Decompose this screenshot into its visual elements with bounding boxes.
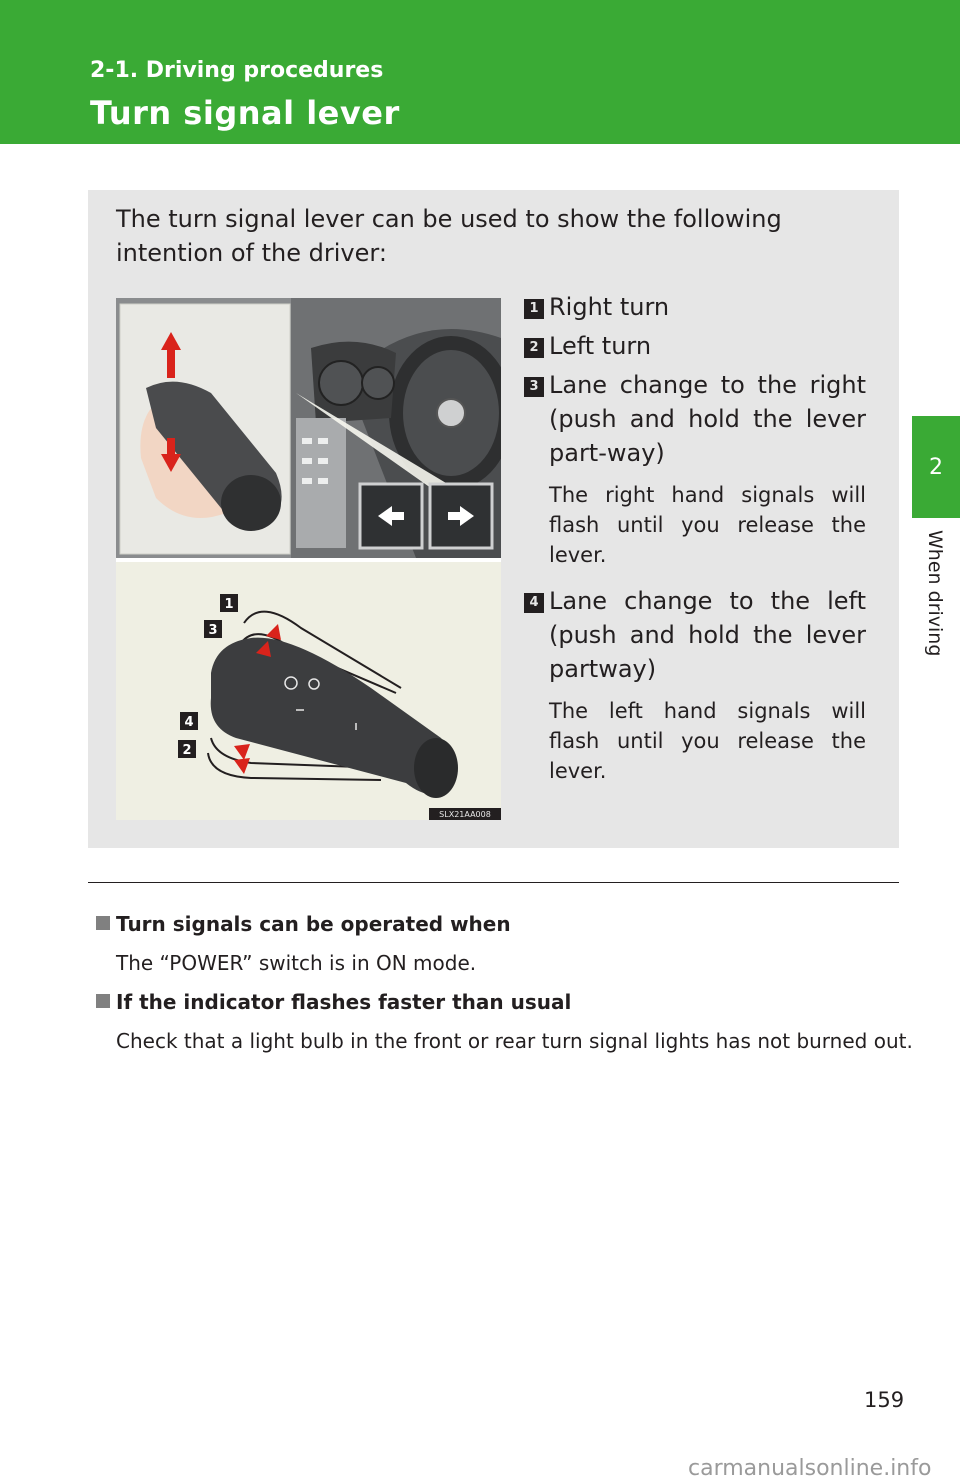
chapter-tab[interactable] [912,416,960,518]
list-item [524,329,866,363]
arrow-lane-left-icon [234,744,250,760]
chapter-header [0,0,960,144]
intro-text: The turn signal lever can be used to show the following intention of the driver: [116,205,782,267]
item-number-badge: 4 [524,593,544,613]
item-subtext: The left hand signals will flash until you release the lever. [549,699,866,783]
turn-signal-lever-illustration [116,298,501,820]
list-item [524,368,866,470]
callout-4: 4 [184,715,194,730]
lever-illustration-svg [116,298,501,820]
section-label: 2-1. Driving procedures [90,58,384,83]
item-subtext: The right hand signals will flash until you release the lever. [549,483,866,567]
note-body: Check that a light bulb in the front or rear turn signal lights has not burned out. [116,1029,913,1053]
square-bullet-icon [96,916,110,930]
arrow-left-turn-icon [234,758,250,774]
item-text: Lane change to the right (push and hold the lever part-way) [549,371,866,467]
callout-3: 3 [208,623,218,638]
note-heading-text: If the indicator flashes faster than usual [116,990,572,1014]
section-divider [88,882,899,883]
square-bullet-icon [96,994,110,1008]
item-number-badge: 1 [524,299,544,319]
note-heading-text: Turn signals can be operated when [116,912,511,936]
page-number: 159 [864,1388,905,1412]
watermark: carmanualsonline.info [688,1456,932,1481]
item-text: Lane change to the left (push and hold the lever partway) [549,587,866,683]
list-item [524,290,866,324]
page-title: Turn signal lever [90,94,400,132]
callout-1: 1 [224,597,234,612]
signal-intention-list [524,290,866,800]
note-heading [96,990,571,1014]
note-body: The “POWER” switch is in ON mode. [116,951,477,975]
list-item [524,584,866,686]
item-text: Right turn [549,293,670,321]
chapter-number: 2 [929,454,943,480]
item-number-badge: 3 [524,377,544,397]
item-number-badge: 2 [524,338,544,358]
callout-2: 2 [182,743,192,758]
figure-code: SLX21AA008 [439,810,491,819]
note-heading [96,912,511,936]
item-text: Left turn [549,332,652,360]
chapter-title: When driving [924,530,946,657]
arrow-right-turn-icon [266,624,281,640]
